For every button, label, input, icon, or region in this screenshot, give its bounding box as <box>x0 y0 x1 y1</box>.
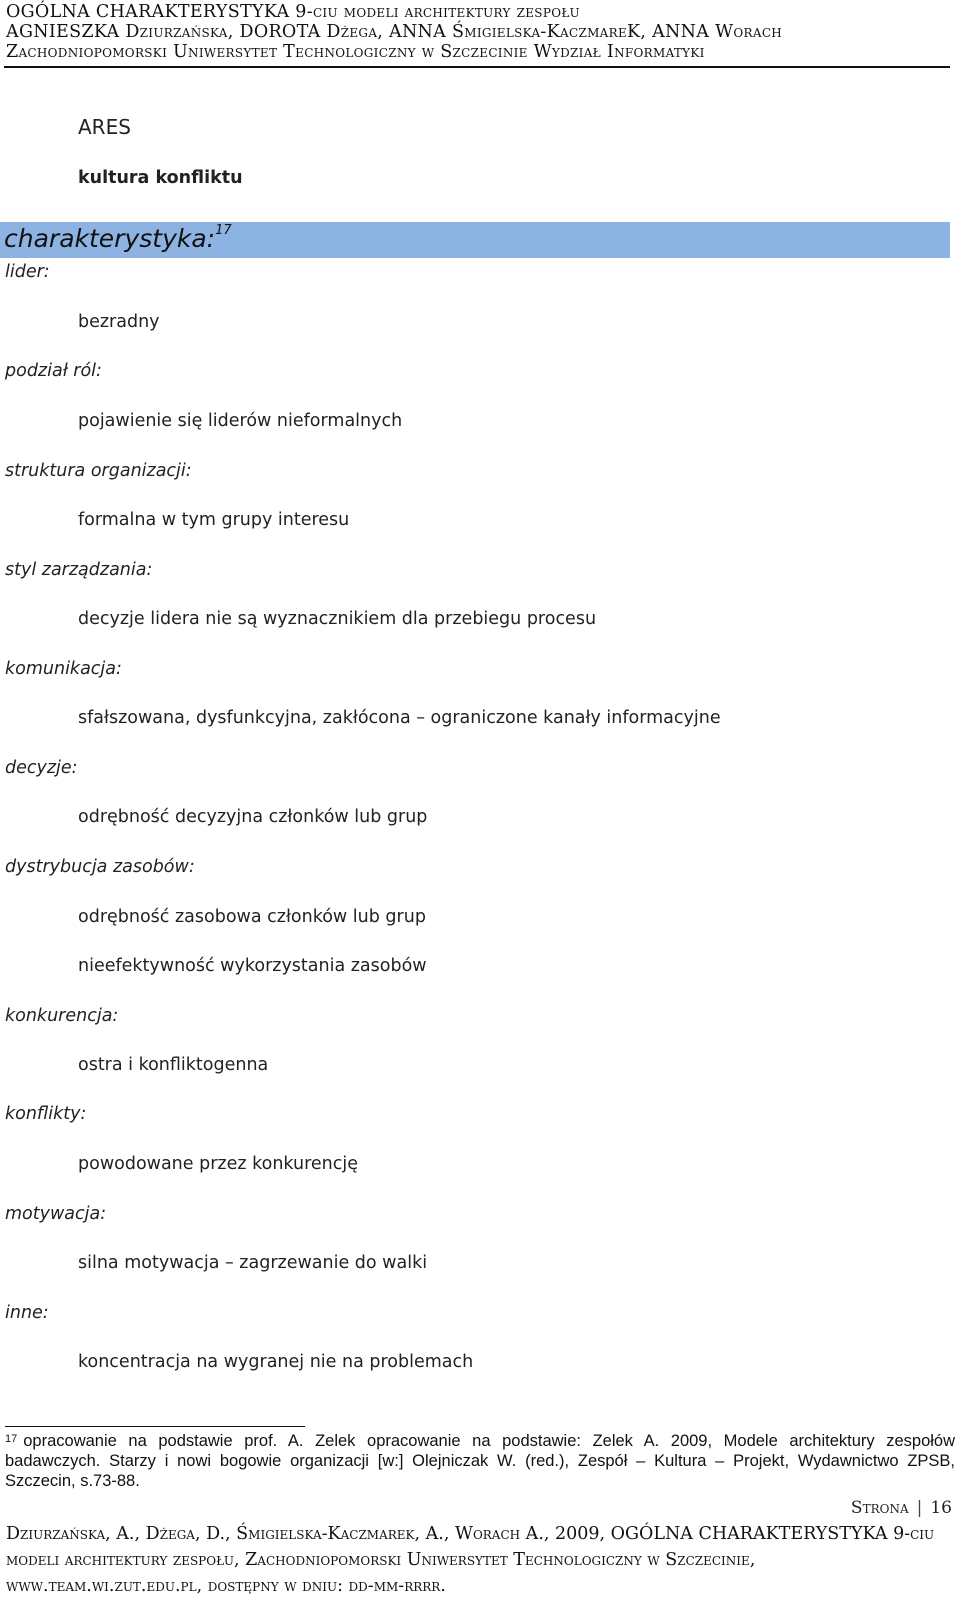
model-name: ARES <box>78 115 131 139</box>
value-dystrybucja-2: nieefektywność wykorzystania zasobów <box>78 956 427 976</box>
footnote-ref[interactable]: 17 <box>215 222 232 238</box>
header-institution: Zachodniopomorski Uniwersytet Technologiczny w Szczecinie Wydział Informatyki <box>6 42 705 62</box>
value-podzial-rol: pojawienie się liderów nieformalnych <box>78 411 403 431</box>
footnote-divider <box>5 1426 305 1427</box>
header-divider <box>4 66 950 68</box>
page-separator: | <box>916 1498 923 1518</box>
label-konflikty: konflikty: <box>5 1104 87 1124</box>
label-lider: lider: <box>5 262 50 282</box>
label-motywacja: motywacja: <box>5 1204 107 1224</box>
footnote-number: 17 <box>5 1433 18 1445</box>
page-number <box>851 1498 952 1518</box>
label-podzial-rol: podział ról: <box>5 361 102 381</box>
label-struktura: struktura organizacji: <box>5 461 192 481</box>
label-styl-zarzadzania: styl zarządzania: <box>5 560 153 580</box>
value-struktura: formalna w tym grupy interesu <box>78 510 350 530</box>
header-title: OGÓLNA CHARAKTERYSTYKA 9-ciu modeli architektury zespołu <box>6 2 580 22</box>
running-header <box>6 2 950 62</box>
value-dystrybucja-1: odrębność zasobowa członków lub grup <box>78 907 426 927</box>
page-label: Strona <box>850 1498 909 1518</box>
section-title <box>4 224 232 253</box>
page-number-value: 16 <box>930 1498 952 1518</box>
footnote <box>5 1431 955 1491</box>
label-dystrybucja: dystrybucja zasobów: <box>5 857 195 877</box>
value-komunikacja: sfałszowana, dysfunkcyjna, zakłócona – ograniczone kanały informacyjne <box>78 708 721 728</box>
value-lider: bezradny <box>78 312 160 332</box>
footnote-text: opracowanie na podstawie prof. A. Zelek opracowanie na podstawie: Zelek A. 2009, Modele architektury zespołów badawczych. Starzy i nowi bogowie organizacji [w:] Olejniczak W. (red.), Zespół – Kultura – Projekt, Wydawnictwo ZPSB, Szczecin, s.73-88. <box>5 1432 955 1490</box>
footer-citation: Dziurzańska, A., Dżega, D., Śmigielska-Kaczmarek, A., Worach A., 2009, OGÓLNA CHARAKTERYSTYKA 9-ciu modeli architektury zespołu, Zachodniopomorski Uniwersytet Technologiczny w Szczecinie, www.team.wi.zut.edu.pl, dostępny w dniu: dd-mm-rrrr. <box>6 1524 935 1596</box>
section-title-text: charakterystyka: <box>4 224 216 253</box>
value-konkurencja: ostra i konfliktogenna <box>78 1055 269 1075</box>
model-subtitle: kultura konfliktu <box>78 168 243 188</box>
value-inne: koncentracja na wygranej nie na problemach <box>78 1352 474 1372</box>
label-decyzje: decyzje: <box>5 758 78 778</box>
value-styl-zarzadzania: decyzje lidera nie są wyznacznikiem dla przebiegu procesu <box>78 609 597 629</box>
label-komunikacja: komunikacja: <box>5 659 122 679</box>
label-konkurencja: konkurencja: <box>5 1006 119 1026</box>
header-authors: AGNIESZKA Dziurzańska, DOROTA Dżega, ANNA Śmigielska-KaczmareK, ANNA Worach <box>6 22 783 42</box>
value-konflikty: powodowane przez konkurencję <box>78 1154 359 1174</box>
value-motywacja: silna motywacja – zagrzewanie do walki <box>78 1253 428 1273</box>
label-inne: inne: <box>5 1303 49 1323</box>
value-decyzje: odrębność decyzyjna członków lub grup <box>78 807 428 827</box>
